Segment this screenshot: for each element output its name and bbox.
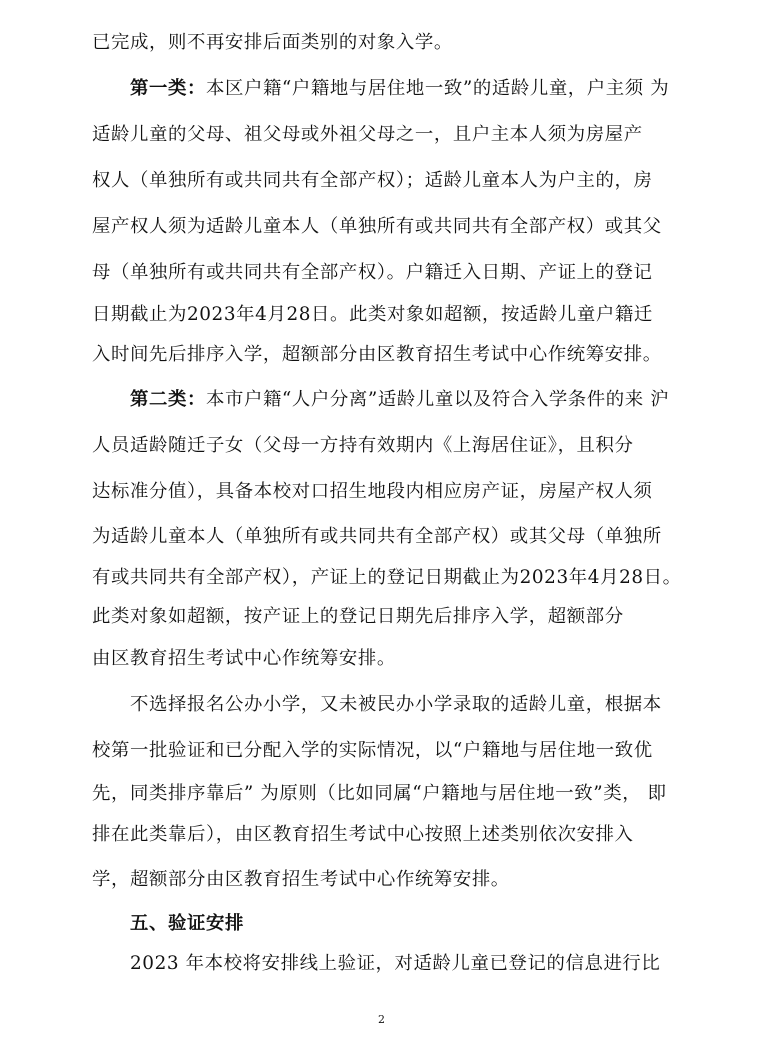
text-line: 人员适龄随迁子女（父母一方持有效期内《上海居住证》，且积分 xyxy=(92,435,634,456)
text-line: 校第一批验证和已分配入学的实际情况，以“户籍地与居住地一致优 xyxy=(92,740,653,761)
text-line: 为适龄儿童本人（单独所有或共同共有全部产权）或其父母（单独所 xyxy=(92,526,662,547)
text-line: 排在此类靠后），由区教育招生考试中心按照上述类别依次安排入 xyxy=(92,824,634,845)
text-line: 已完成，则不再安排后面类别的对象入学。 xyxy=(92,32,453,53)
text-line: 权人（单独所有或共同共有全部产权）；适龄儿童本人为户主的，房 xyxy=(92,170,653,191)
text-line: 2023 年本校将安排线上验证，对适龄儿童已登记的信息进行比 xyxy=(130,953,661,974)
text-line: 日期截止为2023年4月28日。此类对象如超额，按适龄儿童户籍迁 xyxy=(92,304,653,325)
text-line: 达标准分值），具备本校对口招生地段内相应房产证，房屋产权人须 xyxy=(92,481,653,502)
text-line: 适龄儿童的父母、祖父母或外祖父母之一，且户主本人须为房屋产 xyxy=(92,124,643,145)
category-1-heading: 第一类： xyxy=(130,78,206,99)
paragraph-remaining: 不选择报名公办小学，又未被民办小学录取的适龄儿童，根据本 xyxy=(130,694,662,715)
text-line: 母（单独所有或共同共有全部产权）。户籍迁入日期、产证上的登记 xyxy=(92,262,653,283)
paragraph-category-1: 第一类：本区户籍“户籍地与居住地一致”的适龄儿童，户主须 为 xyxy=(130,78,670,99)
page-number: 2 xyxy=(378,1013,385,1026)
category-2-heading: 第二类： xyxy=(130,389,206,410)
text-line: 入时间先后排序入学，超额部分由区教育招生考试中心作统筹安排。 xyxy=(92,344,662,365)
text-line: 由区教育招生考试中心作统筹安排。 xyxy=(92,648,396,669)
text-line: 有或共同共有全部产权），产证上的登记日期截止为2023年4月28日。 xyxy=(92,567,682,588)
section-heading: 五、验证安排 xyxy=(130,913,244,934)
text-line: 此类对象如超额，按产证上的登记日期先后排序入学，超额部分 xyxy=(92,606,624,627)
text-line: 屋产权人须为适龄儿童本人（单独所有或共同共有全部产权）或其父 xyxy=(92,216,662,237)
text-line: 学，超额部分由区教育招生考试中心作统筹安排。 xyxy=(92,869,510,890)
text-line: 先，同类排序靠后” 为原则（比如同属“户籍地与居住地一致”类， 即 xyxy=(92,783,667,804)
paragraph-category-2: 第二类：本市户籍“人户分离”适龄儿童以及符合入学条件的来 沪 xyxy=(130,389,670,410)
